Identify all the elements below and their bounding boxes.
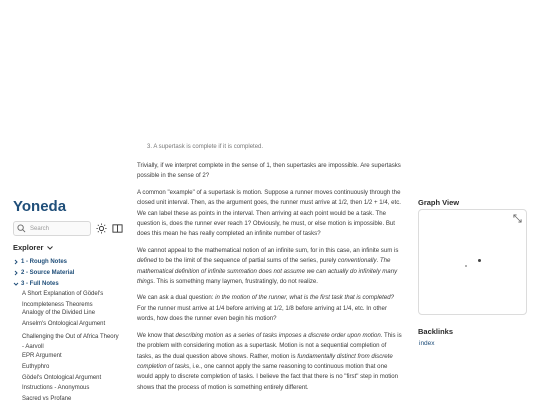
graph-view[interactable] [418, 209, 527, 315]
chevron-down-icon [13, 281, 19, 287]
search-placeholder: Search [30, 225, 50, 232]
folder-label: 2 - Source Material [21, 269, 75, 276]
graph-view-title: Graph View [418, 198, 460, 207]
folder-full-notes[interactable] [13, 278, 131, 289]
expand-graph-icon[interactable] [513, 214, 522, 223]
graph-node[interactable] [465, 265, 467, 267]
file-link[interactable]: Euthyphro [22, 363, 50, 370]
paragraph: We know that describing motion as a series of tasks imposes a discrete order upon motion. This is the problem with considering motion as a supertask. Motion is not a sequential completion of tasks, as the dual question above shows. Rather, motion is fundamentally distinct from discrete completion of tasks, i.e., one cannot apply the same reasoning to continuous motion that one would apply to discrete completion of tasks. I believe the fact that there is no "first" step in motion shows that the process of motion is something entirely different. [137, 331, 402, 391]
folder-label: 1 - Rough Notes [21, 258, 67, 265]
chevron-down-icon [46, 244, 54, 252]
left-sidebar [0, 0, 132, 405]
explorer-toggle[interactable] [13, 243, 54, 252]
file-link[interactable]: Sacred vs Profane [22, 395, 72, 402]
backlinks-title: Backlinks [418, 327, 454, 336]
folder-label: 3 - Full Notes [21, 280, 59, 287]
backlink-index[interactable]: index [419, 340, 435, 347]
cut-off-list-item [137, 144, 402, 161]
file-link[interactable]: Challenging the Out of Africa Theory - Aarvoll [22, 333, 119, 351]
paragraph: We cannot appeal to the mathematical notion of an infinite sum, for in this case, an infinite sum is defined to be the limit of the sequence of partial sums of the series, purely conventionally. The mathematical definition of infinite summation does not assume we can actually do infinitely many things. This is something many laymen, frustratingly, do not realize. [137, 246, 399, 286]
folder-rough-notes[interactable] [13, 256, 131, 267]
folder-source-material[interactable] [13, 267, 131, 278]
search-icon [17, 224, 26, 233]
file-link[interactable]: Analogy of the Divided Line [22, 310, 96, 317]
graph-node[interactable] [478, 259, 481, 262]
cut-off-text: 3. A supertask is complete if it is completed. [147, 144, 264, 150]
paragraph: We can ask a dual question: in the motion of the runner, what is the first task that is completed? For the runner must arrive at 1/4 before arriving at 1/2, 1/8 before arriving at 1/4, etc. In other words, how does the runner even begin his motion? [137, 294, 394, 323]
chevron-right-icon [13, 270, 19, 276]
file-link[interactable]: Gödel's Ontological Argument [22, 374, 102, 381]
site-title[interactable]: Yoneda [13, 198, 67, 215]
search-bar[interactable] [13, 221, 91, 236]
explorer-label: Explorer [13, 243, 44, 252]
file-tree [13, 256, 131, 407]
chevron-right-icon [13, 259, 19, 265]
file-link[interactable]: A Short Explanation of Gödel's Incompleteness Theorems [22, 291, 104, 308]
file-link[interactable]: Instructions - Anonymous [22, 385, 90, 392]
article-body [137, 144, 402, 405]
file-link[interactable]: Anselm's Ontological Argument [22, 321, 106, 328]
reader-mode-icon[interactable] [112, 223, 123, 234]
paragraph: Trivially, if we interpret complete in the sense of 1, then supertasks are impossible. Are supertasks possible in the sense of 2? [137, 162, 401, 180]
paragraph: A common "example" of a supertask is motion. Suppose a runner moves continuously through the closed unit interval. Then, as the argument goes, the runner must arrive at 1/2, then 1/2 + 1/4, etc. We can label these as points in the interval. Then arriving at each point would be a task. The question is, does the runner ever reach 1? Obviously, he must, or else motion is impossible. But does this mean he has really completed an infinite number of tasks? [137, 188, 401, 238]
sun-icon[interactable] [96, 223, 107, 234]
file-link[interactable]: EPR Argument [22, 353, 62, 360]
